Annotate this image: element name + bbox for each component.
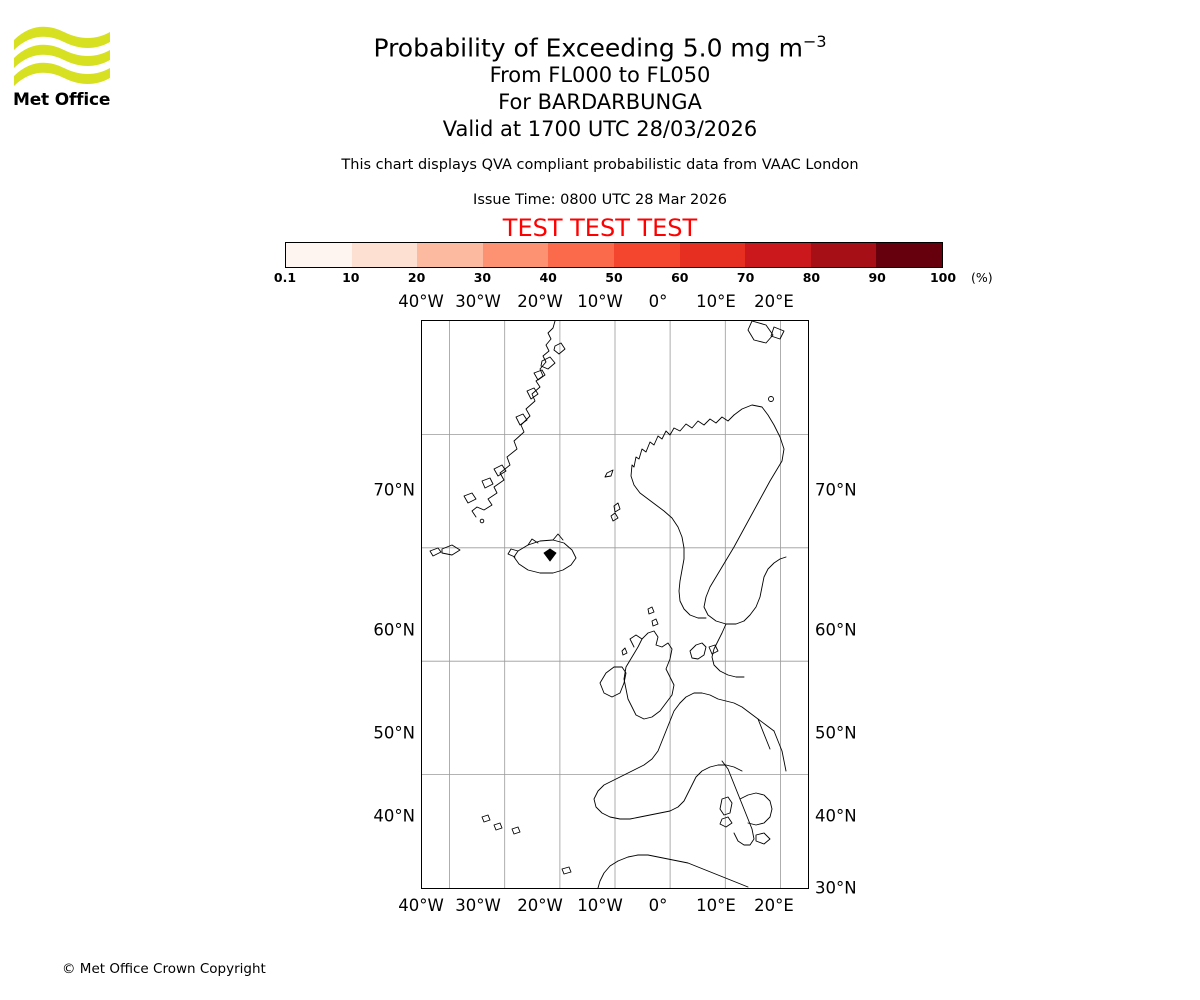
- lon-label-top-20w: 20°W: [517, 292, 563, 311]
- met-office-logo-text: Met Office: [13, 90, 111, 110]
- page-title-exponent: −3: [802, 32, 827, 51]
- colorbar-segment-4: [548, 243, 614, 267]
- colorbar-tick-80: 80: [802, 270, 821, 285]
- lon-label-top-20e: 20°E: [754, 292, 794, 311]
- lat-label-right-50n: 50°N: [815, 723, 857, 743]
- map-plot-area: [421, 320, 809, 889]
- lon-label-top-30w: 30°W: [455, 292, 501, 311]
- colorbar-tick-10: 10: [342, 270, 360, 285]
- colorbar-tick-0.1: 0.1: [273, 270, 297, 285]
- lat-label-right-60n: 60°N: [815, 620, 857, 640]
- lon-label-bottom-10w: 10°W: [577, 896, 623, 915]
- copyright-notice: © Met Office Crown Copyright: [62, 961, 266, 977]
- page-title-text: Probability of Exceeding 5.0 mg m: [373, 33, 803, 63]
- volcano-subtitle: For BARDARBUNGA: [498, 90, 702, 114]
- colorbar-tick-70: 70: [736, 270, 755, 285]
- valid-time-subtitle: Valid at 1700 UTC 28/03/2026: [442, 117, 758, 141]
- lon-label-bottom-30w: 30°W: [455, 896, 501, 915]
- probability-colorbar: [285, 242, 943, 268]
- lon-label-bottom-0: 0°: [648, 896, 668, 915]
- colorbar-tick-100: 100: [929, 270, 957, 285]
- colorbar-segment-6: [680, 243, 746, 267]
- colorbar-units-label: (%): [971, 270, 993, 285]
- colorbar-segment-1: [352, 243, 418, 267]
- colorbar-segment-2: [417, 243, 483, 267]
- lat-label-right-70n: 70°N: [815, 480, 857, 500]
- colorbar-segment-8: [811, 243, 877, 267]
- qva-note: This chart displays QVA compliant probabilistic data from VAAC London: [341, 157, 859, 173]
- map-coastlines: [422, 321, 808, 888]
- colorbar-segment-0: [286, 243, 352, 267]
- colorbar-tick-50: 50: [605, 270, 623, 285]
- test-banner: TEST TEST TEST: [502, 214, 698, 242]
- lon-label-bottom-20w: 20°W: [517, 896, 563, 915]
- lat-label-left-70n: 70°N: [373, 480, 415, 500]
- colorbar-tick-40: 40: [539, 270, 557, 285]
- lat-label-left-60n: 60°N: [373, 620, 415, 640]
- colorbar-tick-labels: [0, 270, 1200, 286]
- colorbar-segment-7: [745, 243, 811, 267]
- lat-label-left-40n: 40°N: [373, 806, 415, 826]
- issue-time: Issue Time: 0800 UTC 28 Mar 2026: [473, 192, 727, 208]
- colorbar-tick-20: 20: [407, 270, 426, 285]
- colorbar-tick-90: 90: [868, 270, 886, 285]
- lon-label-top-10w: 10°W: [577, 292, 623, 311]
- colorbar-tick-30: 30: [473, 270, 492, 285]
- lat-label-right-30n: 30°N: [815, 878, 857, 898]
- colorbar-tick-60: 60: [671, 270, 689, 285]
- page-title: [0, 26, 1200, 64]
- lat-label-right-40n: 40°N: [815, 806, 857, 826]
- lon-label-top-10e: 10°E: [696, 292, 736, 311]
- colorbar-segment-5: [614, 243, 680, 267]
- colorbar-segment-9: [876, 243, 942, 267]
- lon-label-bottom-40w: 40°W: [398, 896, 444, 915]
- lat-label-left-50n: 50°N: [373, 723, 415, 743]
- lon-label-bottom-10e: 10°E: [696, 896, 736, 915]
- flight-level-subtitle: From FL000 to FL050: [489, 63, 711, 87]
- lon-label-top-40w: 40°W: [398, 292, 444, 311]
- lon-label-bottom-20e: 20°E: [754, 896, 794, 915]
- lon-label-top-0: 0°: [648, 292, 668, 311]
- colorbar-segment-3: [483, 243, 549, 267]
